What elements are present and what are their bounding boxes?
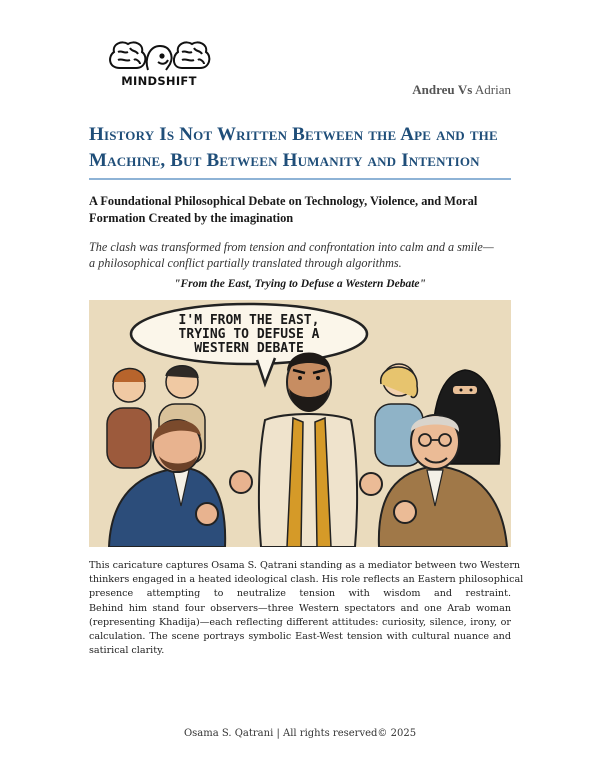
body-line: satirical clarity. xyxy=(89,645,165,657)
lead-line-2: a philosophical conflict partially translated through algorithms. xyxy=(89,256,402,270)
body-line: thinkers engaged in a heated ideological clash. His role reflects an Eastern philosophical xyxy=(89,574,524,586)
title-divider xyxy=(89,178,511,180)
title-line-1: History Is Not Written Between the Ape and the xyxy=(89,124,498,145)
lead-paragraph xyxy=(89,239,511,271)
illustration-caption: "From the East, Trying to Defuse a Western Debate" xyxy=(174,278,426,290)
bubble-line-2: TRYING TO DEFUSE A xyxy=(178,327,320,342)
title-line-2: Machine, But Between Humanity and Intention xyxy=(89,150,480,171)
brain-heads-icon xyxy=(100,38,218,74)
body-line: presence attempting to neutralize tension with wisdom and restraint. xyxy=(89,588,511,600)
versus-label: Vs xyxy=(457,82,473,97)
caricature-description xyxy=(89,559,524,658)
subtitle-line-1: A Foundational Philosophical Debate on Technology, Violence, and Moral xyxy=(89,194,478,208)
body-line: Behind him stand four observers—three Western spectators and one Arab woman xyxy=(89,602,511,614)
document-title xyxy=(89,122,519,174)
document-subtitle xyxy=(89,193,511,227)
bubble-line-1: I'M FROM THE EAST, xyxy=(178,313,320,328)
body-line: calculation. The scene portrays symbolic East-West tension with cultural nuance and xyxy=(89,631,511,643)
bubble-line-3: WESTERN DEBATE xyxy=(194,341,304,356)
body-line: This caricature captures Osama S. Qatrani standing as a mediator between two Western xyxy=(89,560,521,571)
caricature-illustration xyxy=(89,300,511,547)
subtitle-line-2: Formation Created by the imagination xyxy=(89,211,294,225)
observer-left xyxy=(107,369,151,469)
lead-line-1: The clash was transformed from tension and confrontation into calm and a smile— xyxy=(89,240,494,254)
body-line: (representing Khadija)—each reflecting different attitudes: curiosity, silence, irony, or xyxy=(89,616,511,628)
author-a: Andreu xyxy=(412,82,455,97)
page-footer: Osama S. Qatrani | All rights reserved© 2025 xyxy=(183,728,417,739)
logo-wordmark: MINDSHIFT xyxy=(121,74,197,88)
author-line xyxy=(412,82,511,98)
author-b: Adrian xyxy=(474,82,511,97)
mindshift-logo xyxy=(100,38,218,88)
